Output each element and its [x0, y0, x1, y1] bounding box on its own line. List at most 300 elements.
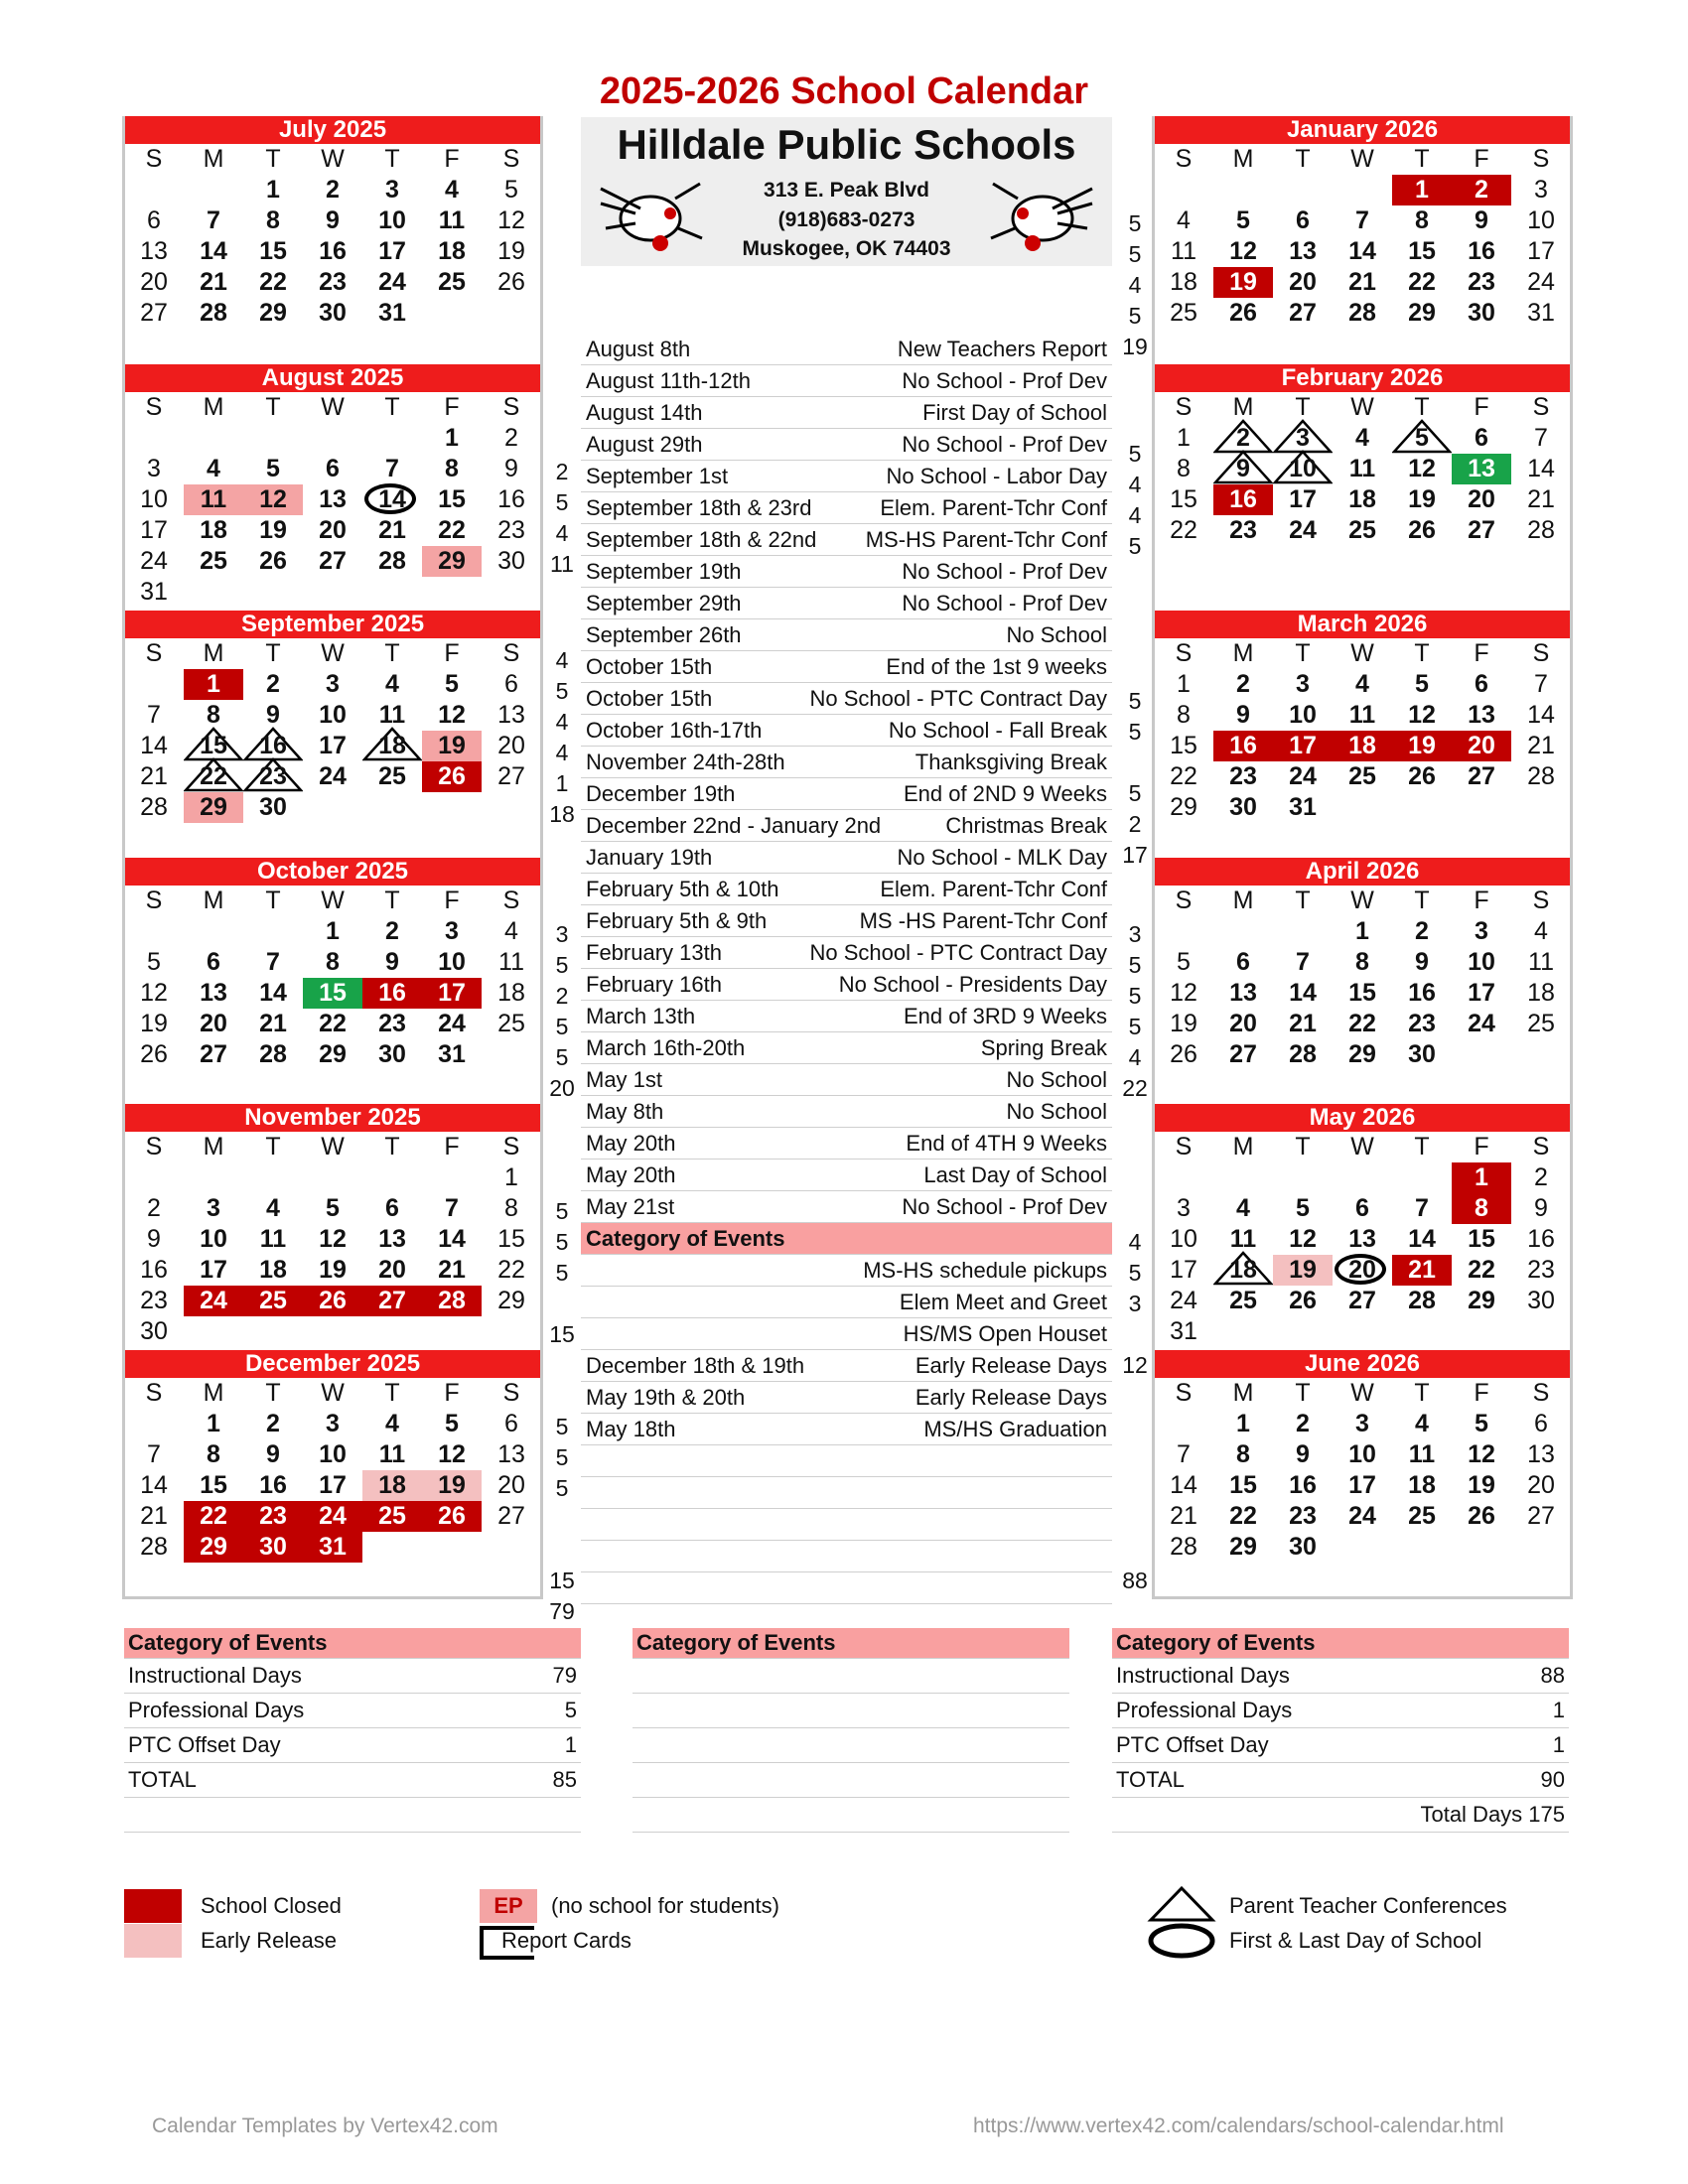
- day-count-column-aug: [547, 364, 577, 580]
- day-cell: 6: [504, 1410, 518, 1437]
- day-count: [1120, 1350, 1150, 1381]
- weekday-header: T: [384, 887, 400, 914]
- summary-row: [633, 1659, 1069, 1694]
- day-count: 5: [555, 1444, 569, 1470]
- day-cell: 1: [266, 176, 280, 204]
- month-header: March 2026: [1154, 611, 1571, 638]
- day-cell: 12: [438, 701, 466, 729]
- day-count: [1120, 178, 1150, 208]
- day-cell: 22: [1348, 1010, 1376, 1037]
- summary-label: PTC Offset Day: [128, 1732, 281, 1757]
- summary-row: [1112, 1798, 1569, 1833]
- event-date: February 16th: [586, 972, 722, 997]
- day-cell: 11: [1348, 701, 1376, 729]
- weekday-header: M: [203, 639, 224, 667]
- weekday-header: T: [384, 1379, 400, 1407]
- day-count: [1120, 858, 1150, 888]
- day-cell: 17: [1527, 237, 1555, 265]
- day-cell: 10: [1348, 1440, 1376, 1468]
- day-cell: 24: [184, 1286, 243, 1316]
- day-cell: 22: [1468, 1256, 1495, 1284]
- day-count: 5: [1128, 780, 1142, 806]
- day-cell: 21: [140, 1502, 168, 1530]
- event-description: Spring Break: [980, 1035, 1107, 1060]
- day-count: [1120, 1196, 1150, 1227]
- day-cell: 29: [1468, 1287, 1495, 1314]
- event-description: MS-HS schedule pickups: [863, 1258, 1107, 1283]
- summary-label: Professional Days: [1116, 1698, 1293, 1722]
- weekday-header: T: [384, 1133, 400, 1160]
- event-row: [581, 1064, 1112, 1096]
- day-cell: 21: [1392, 1255, 1452, 1286]
- day-count: 4: [1128, 1229, 1142, 1255]
- day-count: 5: [555, 1260, 569, 1286]
- event-row: [581, 429, 1112, 461]
- day-cell: 23: [243, 1501, 303, 1532]
- day-cell: 2: [1296, 1410, 1310, 1437]
- day-cell: 23: [1527, 1256, 1555, 1284]
- weekday-header: M: [203, 1379, 224, 1407]
- day-cell: 27: [1468, 516, 1495, 544]
- day-cell: 4: [1534, 917, 1548, 945]
- day-count: 5: [1128, 533, 1142, 559]
- day-cell: 30: [497, 547, 525, 575]
- summary-value: 1: [564, 1732, 577, 1757]
- day-cell: 28: [422, 1286, 482, 1316]
- day-cell: 8: [445, 455, 459, 482]
- day-cell: 7: [1296, 948, 1310, 976]
- day-cell: 4: [207, 455, 220, 482]
- day-cell: 23: [1289, 1502, 1317, 1530]
- weekday-header: W: [321, 887, 345, 914]
- day-count: 5: [555, 1014, 569, 1039]
- day-cell: 23: [243, 761, 303, 792]
- event-description: No School - Fall Break: [888, 718, 1107, 743]
- day-cell: 25: [1348, 762, 1376, 790]
- day-cell: 6: [1355, 1194, 1369, 1222]
- day-cell: 3: [445, 917, 459, 945]
- summary-value: Total Days 175: [1420, 1802, 1565, 1827]
- day-cell: 8: [207, 701, 220, 729]
- event-date: September 18th & 23rd: [586, 495, 812, 520]
- day-count: [1120, 748, 1150, 778]
- weekday-header: S: [1175, 887, 1193, 914]
- day-cell: 10: [1468, 948, 1495, 976]
- day-cell: 3: [1296, 670, 1310, 698]
- day-cell: 2: [266, 670, 280, 698]
- day-cell: 17: [200, 1256, 227, 1284]
- event-description: HS/MS Open Houset: [903, 1321, 1107, 1346]
- weekday-header: M: [1232, 639, 1254, 667]
- day-cell: 16: [319, 237, 347, 265]
- day-cell: 4: [385, 670, 399, 698]
- day-count: 5: [1128, 210, 1142, 236]
- day-cell: 25: [438, 268, 466, 296]
- day-cell: 20: [1289, 268, 1317, 296]
- day-cell: 30: [1229, 793, 1257, 821]
- day-cell: 23: [1229, 762, 1257, 790]
- day-cell: 16: [497, 485, 525, 513]
- event-description: End of 3RD 9 Weeks: [903, 1004, 1107, 1028]
- day-cell: 5: [445, 670, 459, 698]
- day-cell: 25: [1229, 1287, 1257, 1314]
- day-cell: 16: [362, 978, 422, 1009]
- day-cell: 22: [1170, 762, 1197, 790]
- weekday-header: M: [1232, 393, 1254, 421]
- day-cell: 19: [422, 1470, 482, 1501]
- day-cell: 31: [438, 1040, 466, 1068]
- day-cell: 7: [147, 701, 161, 729]
- weekday-header: S: [502, 1379, 520, 1407]
- weekday-header: F: [1474, 1379, 1489, 1407]
- day-count-column-may: [1120, 1135, 1150, 1381]
- weekday-header: S: [145, 145, 163, 173]
- day-cell: 14: [1527, 455, 1555, 482]
- day-cell: 3: [1273, 423, 1333, 454]
- day-cell: 24: [438, 1010, 466, 1037]
- day-cell: 25: [362, 1501, 422, 1532]
- weekday-header: F: [444, 887, 460, 914]
- event-date: May 19th & 20th: [586, 1385, 746, 1410]
- day-cell: 6: [147, 206, 161, 234]
- day-count: 5: [1128, 1014, 1142, 1039]
- day-cell: 22: [184, 761, 243, 792]
- weekday-header: W: [321, 393, 345, 421]
- legend-school-closed: School Closed: [201, 1893, 342, 1918]
- event-row: [581, 556, 1112, 588]
- day-cell: 24: [1289, 762, 1317, 790]
- summary-label: TOTAL: [128, 1767, 197, 1792]
- event-description: End of 2ND 9 Weeks: [903, 781, 1107, 806]
- day-cell: 26: [1408, 516, 1436, 544]
- weekday-header: T: [384, 145, 400, 173]
- weekday-header: F: [1474, 145, 1489, 173]
- summary-label: PTC Offset Day: [1116, 1732, 1269, 1757]
- weekday-header: S: [502, 393, 520, 421]
- day-cell: 14: [1348, 237, 1376, 265]
- event-date: August 11th-12th: [586, 368, 751, 393]
- summary-row: [124, 1659, 581, 1694]
- weekday-header: W: [321, 1379, 345, 1407]
- event-date: February 5th & 9th: [586, 908, 768, 933]
- day-cell: 25: [1348, 516, 1376, 544]
- day-cell: 9: [1534, 1194, 1548, 1222]
- day-cell: 28: [1289, 1040, 1317, 1068]
- day-count-column-oct: [547, 858, 577, 1104]
- event-row: [581, 842, 1112, 874]
- event-row: [581, 1255, 1112, 1287]
- weekday-header: T: [1295, 1133, 1311, 1160]
- day-cell: 30: [140, 1317, 168, 1345]
- day-cell: 7: [266, 948, 280, 976]
- day-cell: 31: [1289, 793, 1317, 821]
- day-count: [1120, 1319, 1150, 1350]
- weekday-header: T: [265, 393, 281, 421]
- day-cell: 7: [1415, 1194, 1429, 1222]
- day-cell: 11: [259, 1225, 287, 1253]
- day-cell: 15: [497, 1225, 525, 1253]
- event-date: November 24th-28th: [586, 750, 785, 774]
- day-cell: 19: [422, 731, 482, 761]
- day-count: 5: [555, 1044, 569, 1070]
- day-cell: 27: [497, 762, 525, 790]
- event-date: August 29th: [586, 432, 703, 457]
- day-cell: 19: [140, 1010, 168, 1037]
- month-header: April 2026: [1154, 858, 1571, 886]
- summary-row: [1112, 1694, 1569, 1728]
- event-date: May 20th: [586, 1131, 676, 1156]
- day-cell: 12: [1170, 979, 1197, 1007]
- day-cell: 7: [1534, 670, 1548, 698]
- weekday-header: S: [1175, 393, 1193, 421]
- day-cell: 25: [1527, 1010, 1555, 1037]
- weekday-header: S: [145, 1133, 163, 1160]
- day-cell: 10: [1289, 701, 1317, 729]
- weekday-header: T: [384, 639, 400, 667]
- day-cell: 19: [1273, 1255, 1333, 1286]
- day-cell: 21: [438, 1256, 466, 1284]
- day-count: [547, 888, 577, 919]
- summary-value: 79: [552, 1663, 577, 1688]
- day-cell: 20: [1452, 731, 1511, 761]
- day-count: 4: [555, 740, 569, 765]
- event-description: End of 4TH 9 Weeks: [906, 1131, 1107, 1156]
- day-cell: 28: [378, 547, 406, 575]
- day-cell: 17: [422, 978, 482, 1009]
- day-cell: 22: [1229, 1502, 1257, 1530]
- day-cell: 1: [207, 1410, 220, 1437]
- day-count-column-feb: [1120, 377, 1150, 593]
- event-row: [581, 334, 1112, 365]
- day-cell: 26: [1468, 1502, 1495, 1530]
- weekday-header: W: [1350, 1133, 1374, 1160]
- day-cell: 29: [497, 1287, 525, 1314]
- event-date: October 15th: [586, 686, 713, 711]
- day-cell: 23: [497, 516, 525, 544]
- day-cell: 28: [1527, 516, 1555, 544]
- day-cell: 1: [1177, 670, 1191, 698]
- summary-right: [1112, 1628, 1569, 1833]
- day-count: 15: [549, 1568, 575, 1593]
- weekday-header: S: [1532, 1379, 1550, 1407]
- day-cell: 5: [1296, 1194, 1310, 1222]
- event-description: MS/HS Graduation: [923, 1417, 1107, 1441]
- day-cell: 14: [362, 484, 422, 515]
- day-cell: 4: [1177, 206, 1191, 234]
- day-cell: 31: [378, 299, 406, 327]
- day-cell: 23: [140, 1287, 168, 1314]
- day-cell: 5: [445, 1410, 459, 1437]
- day-cell: 30: [259, 793, 287, 821]
- day-cell: 26: [497, 268, 525, 296]
- day-cell: 20: [1229, 1010, 1257, 1037]
- day-cell: 26: [422, 761, 482, 792]
- day-count: 2: [555, 459, 569, 484]
- event-row: [581, 1414, 1112, 1445]
- event-description: MS -HS Parent-Tchr Conf: [859, 908, 1107, 933]
- day-cell: 2: [1213, 423, 1273, 454]
- day-cell: 4: [1236, 1194, 1250, 1222]
- day-cell: 12: [438, 1440, 466, 1468]
- footer-credit: Calendar Templates by Vertex42.com: [152, 2115, 498, 2137]
- day-cell: 10: [1170, 1225, 1197, 1253]
- weekday-header: S: [145, 1379, 163, 1407]
- weekday-header: T: [1295, 393, 1311, 421]
- day-cell: 17: [140, 516, 168, 544]
- day-cell: 15: [1408, 237, 1436, 265]
- day-cell: 10: [1527, 206, 1555, 234]
- day-cell: 23: [1229, 516, 1257, 544]
- day-cell: 30: [1289, 1533, 1317, 1561]
- day-cell: 18: [1408, 1471, 1436, 1499]
- day-cell: 10: [1273, 454, 1333, 484]
- event-date: February 13th: [586, 940, 722, 965]
- event-description: No School: [1006, 622, 1107, 647]
- day-cell: 12: [319, 1225, 347, 1253]
- weekday-header: M: [203, 393, 224, 421]
- summary-value: 1: [1552, 1732, 1565, 1757]
- day-count-column-jan: [1120, 147, 1150, 362]
- day-cell: 10: [200, 1225, 227, 1253]
- day-count: [547, 1135, 577, 1165]
- weekday-header: S: [1532, 639, 1550, 667]
- day-cell: 10: [140, 485, 168, 513]
- event-description: Elem. Parent-Tchr Conf: [880, 495, 1107, 520]
- day-cell: 27: [1289, 299, 1317, 327]
- event-date: September 1st: [586, 464, 729, 488]
- weekday-header: W: [321, 1133, 345, 1160]
- day-cell: 19: [1392, 731, 1452, 761]
- day-cell: 27: [200, 1040, 227, 1068]
- day-cell: 15: [184, 731, 243, 761]
- event-description: No School - Labor Day: [886, 464, 1107, 488]
- day-count: 22: [1122, 1075, 1148, 1101]
- day-cell: 9: [266, 701, 280, 729]
- day-count: [1120, 888, 1150, 919]
- day-cell: 18: [362, 731, 422, 761]
- event-description: No School - MLK Day: [897, 845, 1107, 870]
- day-cell: 19: [319, 1256, 347, 1284]
- day-cell: 22: [1408, 268, 1436, 296]
- event-date: May 20th: [586, 1162, 676, 1187]
- event-row: [581, 1445, 1112, 1477]
- day-cell: 29: [184, 792, 243, 823]
- day-count-column-mar: [1120, 624, 1150, 871]
- day-cell: 7: [445, 1194, 459, 1222]
- weekday-header: F: [1474, 1133, 1489, 1160]
- weekday-header: T: [265, 1379, 281, 1407]
- day-cell: 9: [147, 1225, 161, 1253]
- day-cell: 7: [1355, 206, 1369, 234]
- event-date: January 19th: [586, 845, 713, 870]
- day-cell: 17: [1273, 731, 1333, 761]
- day-cell: 18: [259, 1256, 287, 1284]
- day-count: 5: [1128, 1260, 1142, 1286]
- event-date: September 26th: [586, 622, 742, 647]
- day-cell: 3: [326, 670, 340, 698]
- weekday-header: S: [1532, 1133, 1550, 1160]
- weekday-header: T: [1295, 145, 1311, 173]
- day-cell: 13: [200, 979, 227, 1007]
- summary-row: [1112, 1763, 1569, 1798]
- day-cell: 14: [140, 1471, 168, 1499]
- summary-value: 5: [564, 1698, 577, 1722]
- day-cell: 27: [362, 1286, 422, 1316]
- day-cell: 2: [1236, 670, 1250, 698]
- day-count: [1120, 562, 1150, 593]
- summary-value: 88: [1540, 1663, 1565, 1688]
- event-row: [581, 1509, 1112, 1541]
- weekday-header: M: [203, 1133, 224, 1160]
- day-cell: 4: [385, 1410, 399, 1437]
- weekday-header: F: [444, 1133, 460, 1160]
- day-cell: 16: [259, 1471, 287, 1499]
- weekday-header: S: [502, 1133, 520, 1160]
- event-row: [581, 969, 1112, 1001]
- day-cell: 21: [200, 268, 227, 296]
- day-cell: 8: [1177, 701, 1191, 729]
- summary-middle: [633, 1628, 1069, 1833]
- day-cell: 8: [1177, 455, 1191, 482]
- summary-label: Instructional Days: [1116, 1663, 1290, 1688]
- weekday-header: M: [203, 887, 224, 914]
- weekday-header: S: [1532, 887, 1550, 914]
- event-description: End of the 1st 9 weeks: [886, 654, 1107, 679]
- day-count: [547, 584, 577, 614]
- day-cell: 10: [378, 206, 406, 234]
- weekday-header: T: [1295, 887, 1311, 914]
- events-list: [581, 334, 1112, 1604]
- day-count: [547, 1504, 577, 1535]
- day-cell: 3: [1475, 917, 1488, 945]
- weekday-header: S: [145, 393, 163, 421]
- day-cell: 6: [1475, 670, 1488, 698]
- day-cell: 4: [504, 917, 518, 945]
- weekday-header: T: [1414, 145, 1430, 173]
- day-cell: 29: [422, 546, 482, 577]
- weekday-header: S: [1532, 393, 1550, 421]
- event-row: [581, 365, 1112, 397]
- day-cell: 14: [438, 1225, 466, 1253]
- weekday-header: T: [1414, 1133, 1430, 1160]
- day-cell: 15: [303, 978, 362, 1009]
- weekday-header: F: [1474, 393, 1489, 421]
- day-cell: 14: [259, 979, 287, 1007]
- event-description: No School - PTC Contract Day: [809, 940, 1107, 965]
- day-count: 5: [1128, 241, 1142, 267]
- weekday-header: S: [1175, 639, 1193, 667]
- day-count: [1120, 1381, 1150, 1412]
- footer-link[interactable]: https://www.vertex42.com/calendars/school-calendar.html: [973, 2115, 1504, 2137]
- day-cell: 16: [243, 731, 303, 761]
- day-count: 2: [1128, 811, 1142, 837]
- weekday-header: T: [265, 887, 281, 914]
- day-cell: 7: [147, 1440, 161, 1468]
- day-cell: 1: [1392, 175, 1452, 205]
- day-cell: 18: [497, 979, 525, 1007]
- day-cell: 30: [378, 1040, 406, 1068]
- month-header: January 2026: [1154, 116, 1571, 144]
- weekday-header: T: [265, 1133, 281, 1160]
- day-cell: 12: [1408, 701, 1436, 729]
- day-cell: 24: [303, 1501, 362, 1532]
- day-cell: 11: [1229, 1225, 1257, 1253]
- day-count: [1120, 1473, 1150, 1504]
- day-cell: 19: [1213, 267, 1273, 298]
- day-cell: 19: [1170, 1010, 1197, 1037]
- weekday-header: S: [145, 887, 163, 914]
- event-description: Christmas Break: [945, 813, 1107, 838]
